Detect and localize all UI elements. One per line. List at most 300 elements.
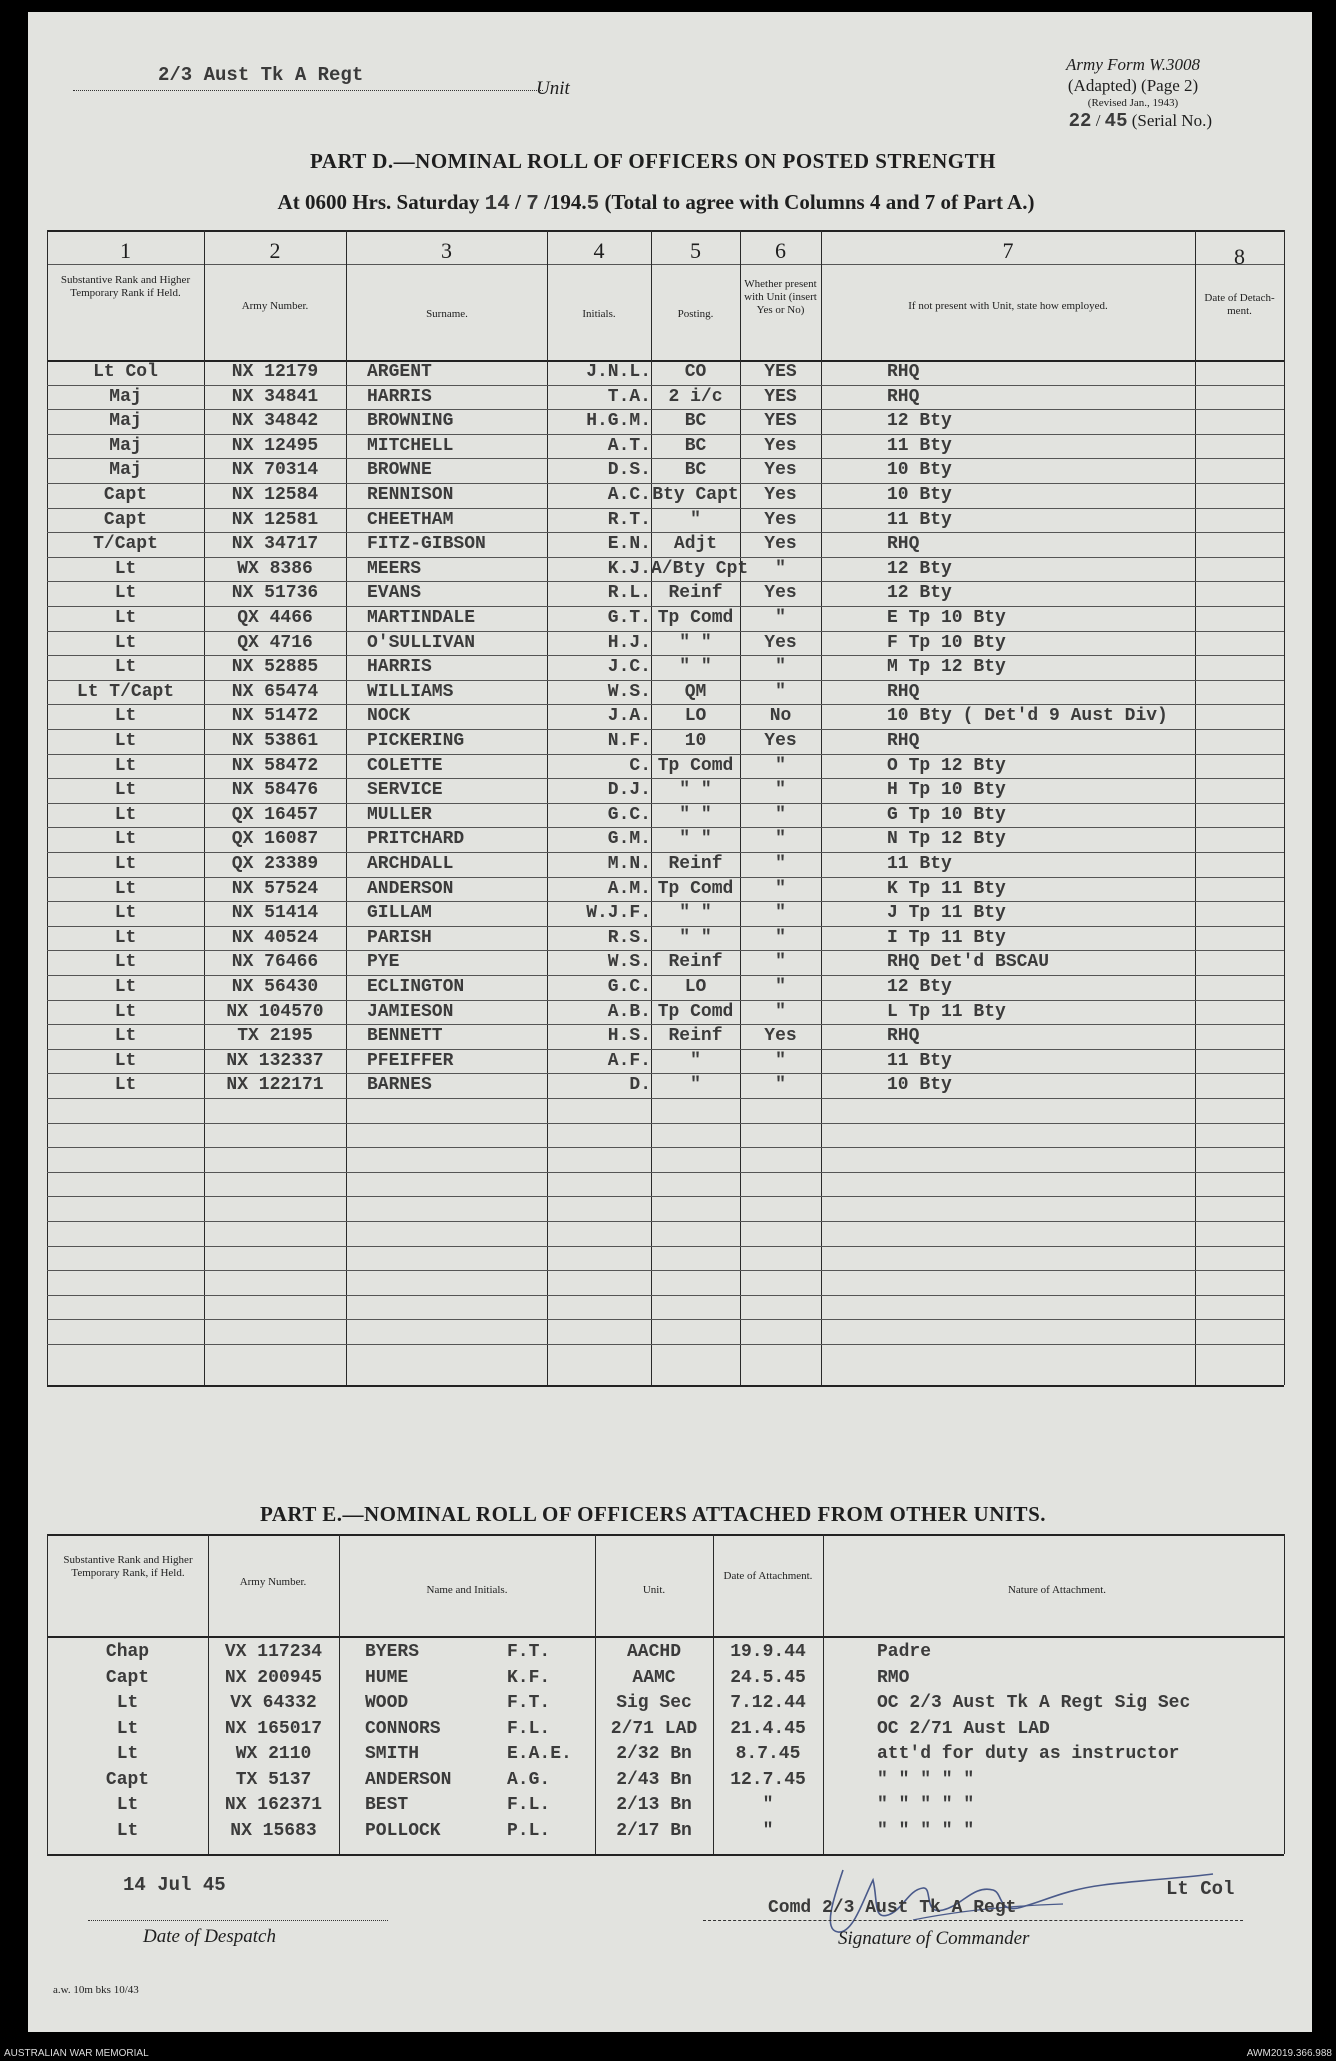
cell-posting: Reinf (668, 952, 723, 973)
cell-nature: " " " " " (877, 1795, 975, 1815)
row-rule (47, 827, 1284, 828)
cell-initials: T.A. (607, 386, 651, 407)
cell-posting: LO (684, 977, 707, 997)
cell-employed: 12 Bty (887, 558, 952, 579)
cell-army-number: WX 2110 (235, 1744, 312, 1764)
cell-army-number: QX 16087 (231, 829, 319, 850)
cell-posting: BC (684, 435, 707, 456)
row-rule (47, 877, 1284, 878)
cell-employed: G Tp 10 Bty (887, 804, 1006, 825)
cell-present: Yes (764, 1026, 797, 1047)
cell-posting: Tp Comd (657, 755, 734, 776)
row-rule (47, 950, 1284, 951)
cell-posting: Reinf (668, 854, 723, 874)
form-sheet (28, 12, 1312, 2032)
cell-employed: 11 Bty (887, 435, 952, 456)
cell-rank: Lt (116, 1820, 139, 1841)
cell-nature: " " " " " (877, 1820, 975, 1841)
cell-unit: 2/71 LAD (610, 1718, 698, 1739)
cell-surname: ARCHDALL (367, 854, 454, 874)
cell-rank: Lt Col (93, 362, 158, 382)
row-rule (47, 680, 1284, 681)
row-rule (47, 409, 1284, 410)
row-rule (47, 1270, 1284, 1271)
cell-rank: Lt (114, 927, 137, 948)
cell-rank: Lt (116, 1795, 139, 1815)
cell-present: " (775, 755, 786, 776)
cell-employed: 11 Bty (887, 854, 952, 874)
col-head-date: Date of Attachment. (723, 1570, 813, 1582)
row-rule (47, 606, 1284, 607)
cell-initials: R.T. (607, 509, 651, 530)
cell-rank: Lt (114, 731, 137, 751)
row-rule (47, 1172, 1284, 1173)
cell-army-number: VX 117234 (224, 1642, 323, 1662)
cell-nature: att'd for duty as instructor (877, 1744, 1180, 1764)
cell-initials: A.G. (507, 1769, 551, 1790)
month-value: 7 (526, 193, 539, 216)
form-revised: (Revised Jan., 1943) (1087, 97, 1179, 109)
cell-posting: " (690, 509, 701, 530)
cell-employed: RHQ (887, 362, 920, 382)
cell-employed: RHQ (887, 731, 920, 751)
cell-unit: 2/32 Bn (616, 1744, 692, 1764)
cell-present: " (775, 804, 786, 825)
cell-rank: Lt (114, 903, 137, 924)
cell-army-number: TX 2195 (237, 1026, 313, 1047)
cell-posting: Tp Comd (657, 608, 734, 628)
cell-rank: Maj (109, 386, 142, 407)
col-number-1: 1 (120, 238, 131, 263)
cell-rank: Lt (116, 1744, 139, 1764)
col-number-3: 3 (441, 238, 452, 263)
cell-present: YES (764, 386, 797, 407)
cell-army-number: NX 104570 (226, 1001, 324, 1022)
cell-posting: 2 i/c (668, 386, 723, 407)
cell-employed: J Tp 11 Bty (887, 903, 1006, 924)
cell-name: CONNORS (365, 1718, 441, 1739)
cell-posting: 10 (684, 731, 707, 751)
cell-present: YES (764, 362, 797, 382)
col-head-employed: If not present with Unit, state how employed. (908, 300, 1108, 312)
cell-date: 21.4.45 (730, 1718, 806, 1739)
cell-initials: C. (629, 755, 651, 776)
cell-surname: PYE (367, 952, 400, 973)
cell-present: Yes (764, 534, 797, 555)
cell-rank: Capt (103, 485, 148, 505)
cell-army-number: NX 51414 (231, 903, 319, 924)
cell-surname: HARRIS (367, 386, 432, 407)
cell-surname: NOCK (367, 706, 411, 727)
row-rule (47, 532, 1284, 533)
col-head-detachment: Date of Detach-ment. (1204, 292, 1275, 317)
cell-initials: D.S. (607, 460, 651, 481)
cell-posting: Tp Comd (657, 1001, 734, 1022)
unit-underline (73, 90, 543, 91)
cell-present: " (775, 952, 786, 973)
cell-present: " (775, 927, 786, 948)
unit-name: 2/3 Aust Tk A Regt (158, 64, 364, 86)
row-rule (47, 1196, 1284, 1197)
cell-present: Yes (764, 632, 797, 653)
cell-army-number: NX 12581 (231, 509, 319, 530)
day-value: 14 (484, 193, 510, 216)
row-rule (47, 557, 1284, 558)
cell-unit: AACHD (626, 1642, 681, 1662)
cell-surname: SERVICE (367, 780, 443, 801)
col-head-initials: Initials. (582, 308, 616, 320)
cell-unit: 2/17 Bn (616, 1820, 692, 1841)
cell-initials: R.L. (607, 583, 651, 604)
cell-army-number: NX 34717 (231, 534, 319, 555)
cell-posting: Reinf (668, 1026, 723, 1047)
cell-surname: MULLER (367, 804, 432, 825)
cell-army-number: NX 76466 (231, 952, 319, 973)
cell-initials: G.C. (607, 804, 651, 825)
row-rule (47, 581, 1284, 582)
cell-rank: Maj (109, 435, 142, 456)
cell-surname: MITCHELL (367, 435, 454, 456)
cell-rank: Lt (114, 804, 137, 825)
cell-army-number: NX 52885 (231, 657, 319, 678)
cell-army-number: NX 56430 (231, 977, 319, 997)
cell-posting: " (690, 1075, 701, 1096)
part-d-time-line: At 0600 Hrs. Saturday 14 / 7 /194.5 (Total to agree with Columns 4 and 7 of Part A.) (277, 190, 1035, 216)
cell-employed: 11 Bty (887, 1050, 952, 1071)
despatch-date: 14 Jul 45 (123, 1874, 226, 1896)
cell-army-number: NX 58476 (231, 780, 319, 801)
cell-army-number: NX 51736 (231, 583, 319, 604)
cell-date: 7.12.44 (730, 1693, 806, 1713)
cell-army-number: NX 34842 (231, 411, 319, 432)
row-rule (47, 803, 1284, 804)
cell-army-number: NX 15683 (230, 1820, 317, 1841)
row-rule (47, 778, 1284, 779)
col-head-posting: Posting. (677, 308, 714, 320)
cell-posting: Tp Comd (657, 878, 734, 899)
cell-rank: Lt (114, 558, 137, 579)
cell-army-number: NX 12495 (231, 435, 319, 456)
cell-initials: A.F. (607, 1050, 651, 1071)
cell-date: 12.7.45 (730, 1769, 806, 1790)
year-prefix: /194. (544, 190, 587, 214)
col-border (339, 1534, 340, 1854)
col-number-6: 6 (775, 238, 786, 263)
col-number-4: 4 (593, 238, 605, 263)
cell-posting: " " (679, 927, 712, 948)
cell-employed: 12 Bty (887, 411, 952, 432)
row-rule (47, 1123, 1284, 1124)
cell-present: Yes (764, 583, 797, 604)
form-adapted: (Adapted) (Page 2) (1067, 76, 1199, 95)
cell-surname: WILLIAMS (367, 681, 454, 702)
cell-surname: ANDERSON (367, 878, 454, 899)
cell-present: Yes (764, 435, 797, 456)
cell-initials: K.J. (607, 558, 651, 579)
col-head-nature: Nature of Attachment. (1007, 1584, 1107, 1596)
row-rule (47, 1024, 1284, 1025)
form-number: Army Form W.3008 (1066, 55, 1200, 74)
cell-posting: A/Bty Cpt (651, 558, 749, 579)
cell-present: " (775, 1075, 786, 1096)
cell-army-number: QX 23389 (231, 854, 319, 874)
cell-present: " (775, 1050, 786, 1071)
col-head-name: Name and Initials. (426, 1584, 508, 1596)
cell-army-number: NX 12179 (231, 362, 319, 382)
cell-army-number: QX 16457 (231, 804, 319, 825)
cell-present: Yes (764, 509, 797, 530)
cell-posting: QM (684, 681, 707, 702)
cell-initials: J.A. (607, 706, 651, 727)
cell-surname: HARRIS (367, 657, 432, 678)
cell-present: YES (764, 411, 797, 432)
cell-posting: BC (684, 411, 707, 432)
cell-initials: D.J. (607, 780, 651, 801)
cell-initials: G.T. (607, 608, 651, 628)
cell-rank: T/Capt (93, 534, 158, 555)
cell-initials: A.B. (607, 1001, 651, 1022)
cell-surname: MEERS (367, 558, 422, 579)
row-rule (47, 458, 1284, 459)
cell-surname: BROWNE (367, 460, 432, 481)
cell-present: Yes (764, 731, 797, 751)
serial-b: 45 (1104, 110, 1128, 132)
cell-army-number: NX 51472 (231, 706, 319, 727)
cell-rank: Lt (114, 632, 137, 653)
cell-rank: Lt (114, 854, 137, 874)
cell-surname: PICKERING (367, 731, 465, 751)
cell-employed: 10 Bty (887, 1075, 952, 1096)
cell-army-number: QX 4716 (237, 632, 313, 653)
row-rule (47, 901, 1284, 902)
cell-initials: D. (629, 1075, 651, 1096)
cell-surname: CHEETHAM (367, 509, 454, 530)
part-d-table (47, 230, 1284, 1385)
cell-name: WOOD (365, 1693, 409, 1713)
commander-rank: Lt Col (1166, 1878, 1235, 1900)
col-head-present: Whether present with Unit (insert Yes or No) (744, 278, 817, 316)
cell-present: " (775, 878, 786, 899)
cell-present: " (775, 903, 786, 924)
cell-initials: R.S. (607, 927, 651, 948)
row-rule (47, 704, 1284, 705)
cell-unit: Sig Sec (616, 1693, 692, 1713)
cell-name: BYERS (365, 1642, 420, 1662)
row-rule (47, 483, 1284, 484)
cell-rank: Lt (114, 608, 137, 628)
row-rule (47, 852, 1284, 853)
cell-army-number: NX 200945 (224, 1667, 323, 1688)
cell-present: " (775, 854, 786, 874)
cell-nature: " " " " " (877, 1769, 975, 1790)
cell-initials: M.N. (607, 854, 651, 874)
cell-present: Yes (764, 485, 797, 505)
cell-employed: M Tp 12 Bty (887, 657, 1006, 678)
cell-employed: H Tp 10 Bty (887, 780, 1006, 801)
cell-initials: N.F. (607, 731, 651, 751)
row-rule (47, 1147, 1284, 1148)
cell-present: " (775, 608, 786, 628)
cell-employed: 12 Bty (887, 977, 952, 997)
despatch-underline (88, 1920, 388, 1921)
cell-nature: RMO (877, 1667, 910, 1688)
cell-present: Yes (764, 460, 797, 481)
cell-surname: RENNISON (367, 485, 454, 505)
cell-surname: MARTINDALE (367, 608, 476, 628)
part-e-table (47, 1534, 1284, 1854)
cell-rank: Chap (105, 1642, 150, 1662)
cell-rank: Capt (105, 1769, 150, 1790)
cell-surname: PFEIFFER (367, 1050, 454, 1071)
cell-army-number: NX 12584 (231, 485, 319, 505)
cell-employed: F Tp 10 Bty (887, 632, 1006, 653)
cell-present: " (775, 681, 786, 702)
col-number-8: 8 (1234, 244, 1245, 269)
cell-army-number: NX 40524 (231, 927, 319, 948)
cell-date: " (762, 1820, 774, 1841)
cell-army-number: NX 65474 (231, 681, 319, 702)
printer-mark: a.w. 10m bks 10/43 (53, 1984, 139, 1996)
cell-nature: OC 2/71 Aust LAD (877, 1718, 1050, 1739)
cell-employed: RHQ (887, 386, 920, 407)
col-head-army-number: Army Number. (241, 300, 309, 312)
part-e-title: PART E.—NOMINAL ROLL OF OFFICERS ATTACHED FROM OTHER UNITS. (259, 1502, 1046, 1526)
cell-rank: Lt (114, 829, 137, 850)
row-rule (47, 1000, 1284, 1001)
cell-initials: W.S. (607, 681, 651, 702)
cell-initials: H.G.M. (586, 411, 651, 432)
cell-name: BEST (365, 1795, 409, 1815)
col-border (1284, 1534, 1285, 1854)
cell-posting: " " (679, 829, 712, 850)
row-rule (47, 631, 1284, 632)
cell-unit: 2/13 Bn (616, 1795, 692, 1815)
col-head-rank: Substantive Rank and Higher Temporary Rank, if Held. (63, 1554, 193, 1579)
row-rule (47, 1319, 1284, 1320)
cell-rank: Lt (114, 706, 137, 727)
cell-employed: O Tp 12 Bty (887, 755, 1006, 776)
cell-posting: " " (679, 903, 712, 924)
cell-initials: A.M. (607, 878, 651, 899)
cell-date: 8.7.45 (735, 1744, 801, 1764)
cell-initials: K.F. (507, 1667, 551, 1688)
cell-employed: I Tp 11 Bty (887, 927, 1006, 948)
cell-rank: Lt (114, 1050, 137, 1071)
cell-initials: G.M. (607, 829, 651, 850)
cell-rank: Capt (105, 1667, 150, 1688)
col-border (823, 1534, 824, 1854)
cell-unit: 2/43 Bn (616, 1769, 692, 1790)
cell-initials: W.J.F. (586, 903, 651, 924)
cell-initials: F.L. (507, 1795, 551, 1815)
cell-name: SMITH (365, 1744, 420, 1764)
cell-posting: CO (684, 362, 707, 382)
row-rule (47, 1073, 1284, 1074)
cell-initials: F.T. (507, 1642, 551, 1662)
cell-surname: ARGENT (367, 362, 432, 382)
cell-posting: " " (679, 804, 712, 825)
unit-label: Unit (536, 78, 570, 99)
table-top-rule (47, 1534, 1284, 1536)
cell-army-number: NX 70314 (231, 460, 319, 481)
cell-rank: Maj (109, 411, 142, 432)
cell-initials: P.L. (507, 1820, 551, 1841)
cell-rank: Lt (114, 583, 137, 604)
cell-initials: G.C. (607, 977, 651, 997)
cell-posting: LO (684, 706, 707, 727)
cell-initials: A.C. (607, 485, 651, 505)
cell-employed: 10 Bty (887, 460, 952, 481)
cell-army-number: NX 53861 (231, 731, 319, 751)
cell-army-number: VX 64332 (230, 1693, 317, 1713)
cell-army-number: NX 132337 (226, 1050, 324, 1071)
cell-army-number: WX 8386 (237, 558, 313, 579)
row-rule (47, 1049, 1284, 1050)
cell-army-number: NX 58472 (231, 755, 319, 776)
col-head-surname: Surname. (426, 308, 468, 320)
cell-rank: Lt (114, 878, 137, 899)
cell-initials: J.C. (607, 657, 651, 678)
col-head-rank: Substantive Rank and Higher Temporary Rank if Held. (60, 274, 191, 299)
cell-present: " (775, 1001, 786, 1022)
cell-posting: Adjt (673, 534, 718, 555)
cell-rank: Lt (114, 977, 137, 997)
cell-present: " (775, 780, 786, 801)
cell-unit: AAMC (632, 1667, 676, 1688)
cell-rank: Lt (114, 755, 137, 776)
cell-employed: K Tp 11 Bty (887, 878, 1006, 899)
at-prefix: At 0600 Hrs. Saturday (277, 190, 480, 214)
row-rule (47, 434, 1284, 435)
cell-initials: E.N. (607, 534, 651, 555)
col-head-army-number: Army Number. (239, 1576, 307, 1588)
cell-surname: BROWNING (367, 411, 454, 432)
cell-army-number: QX 4466 (237, 608, 313, 628)
cell-employed: RHQ Det'd BSCAU (887, 952, 1050, 973)
cell-rank: Capt (103, 509, 148, 530)
row-rule (47, 1295, 1284, 1296)
cell-rank: Maj (109, 460, 142, 481)
row-rule (47, 975, 1284, 976)
cell-initials: F.T. (507, 1693, 551, 1713)
cell-employed: E Tp 10 Bty (887, 608, 1006, 628)
cell-rank: Lt (114, 657, 137, 678)
year-digit: 5 (586, 193, 600, 216)
cell-rank: Lt (114, 1001, 137, 1022)
table-top-rule (47, 230, 1284, 232)
cell-employed: 11 Bty (887, 509, 952, 530)
signature-underline (703, 1920, 1243, 1921)
row-rule (47, 729, 1284, 730)
cell-initials: F.L. (507, 1718, 551, 1739)
col-number-2: 2 (269, 238, 281, 263)
cell-surname: O'SULLIVAN (367, 632, 476, 653)
cell-present: " (775, 558, 786, 579)
cell-rank: Lt (114, 1075, 137, 1096)
row-rule (47, 1344, 1284, 1345)
cell-rank: Lt (114, 952, 137, 973)
signature-label: Signature of Commander (838, 1928, 1030, 1949)
cell-surname: BARNES (367, 1075, 432, 1096)
cell-nature: Padre (877, 1642, 932, 1662)
cell-posting: Reinf (668, 583, 723, 604)
cell-rank: Lt (114, 780, 137, 801)
credit-institution: AUSTRALIAN WAR MEMORIAL (4, 2048, 149, 2059)
serial-a: 22 (1068, 110, 1092, 132)
cell-rank: Lt T/Capt (76, 681, 175, 702)
cell-nature: OC 2/3 Aust Tk A Regt Sig Sec (877, 1693, 1191, 1713)
cell-rank: Lt (114, 1026, 137, 1047)
